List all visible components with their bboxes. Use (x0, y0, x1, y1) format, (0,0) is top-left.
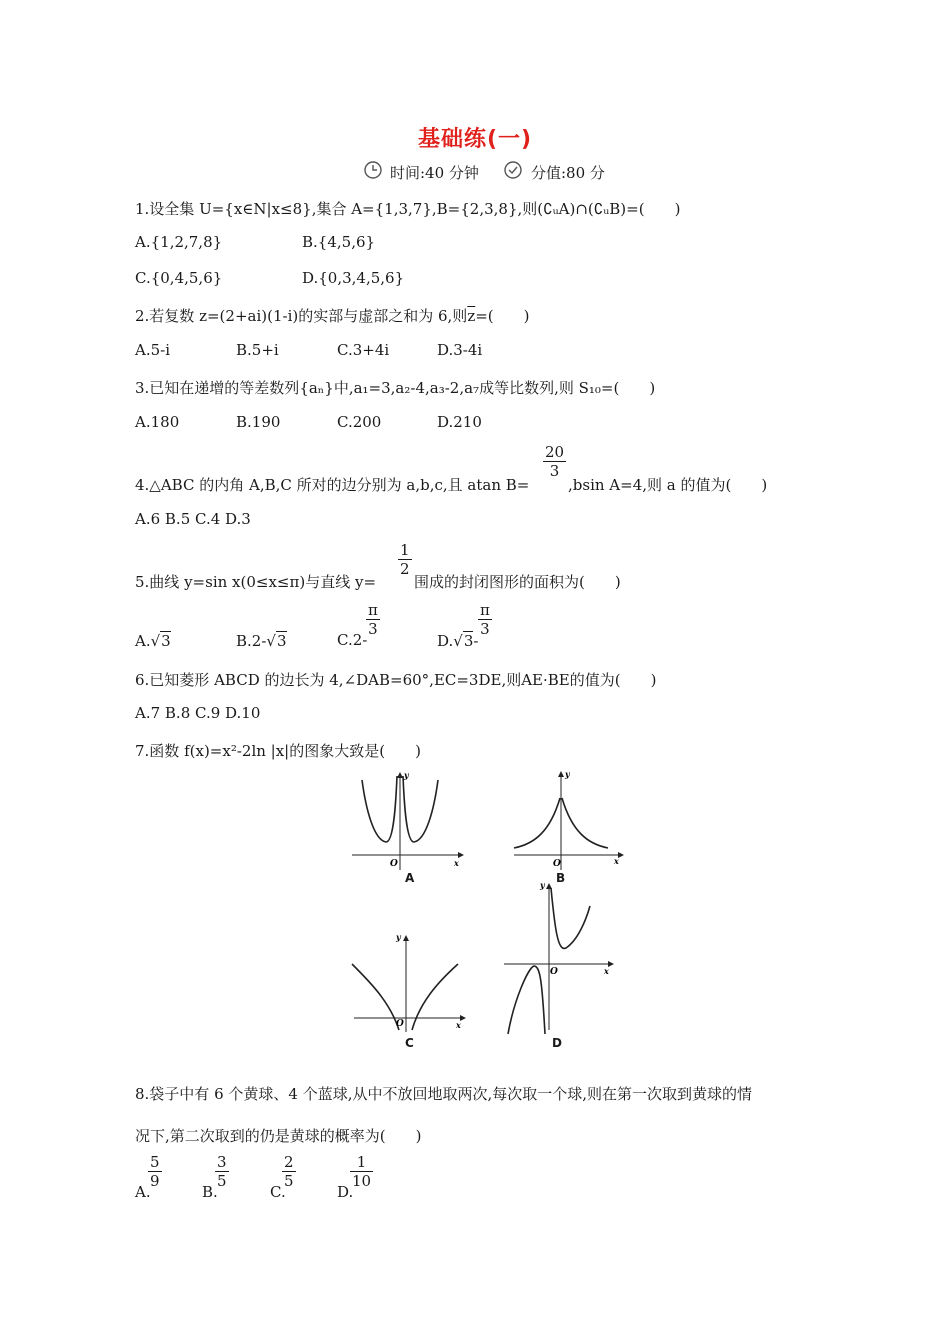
q5-d-radicand: 3 (463, 632, 474, 650)
q5-numerator: 1 (400, 541, 410, 559)
q8-a-denominator: 9 (150, 1172, 160, 1190)
q3-option-b: B.190 (236, 413, 281, 431)
question-4-stem-start: 4.△ABC 的内角 A,B,C 所对的边分别为 a,b,c,且 atan B= (135, 476, 530, 494)
question-4-stem-end: ,bsin A=4,则 a 的值为( ) (568, 476, 768, 494)
question-5-stem-end: 围成的封闭图形的面积为( ) (414, 573, 621, 591)
q1-option-c: C.{0,4,5,6} (135, 269, 223, 287)
q8-option-b-label: B. (202, 1183, 218, 1201)
q1-option-a: A.{1,2,7,8} (135, 233, 223, 251)
graph-b-x-label: x (614, 856, 619, 866)
q8-a-numerator: 5 (150, 1153, 160, 1171)
q8-option-a-fraction (148, 1153, 162, 1190)
graph-a (348, 770, 468, 880)
page-title: 基础练(一) (417, 127, 533, 152)
question-3-stem: 3.已知在递增的等差数列{aₙ}中,a₁=3,a₂-4,a₃-2,a₇成等比数列,则 S₁₀=( ) (135, 379, 656, 397)
q8-option-c-fraction (282, 1153, 296, 1190)
q5-option-c: C.2- (337, 631, 368, 649)
graph-d-x-label: x (604, 966, 609, 976)
q8-c-numerator: 2 (284, 1153, 294, 1171)
graph-a-origin: O (390, 859, 398, 869)
q5-c-numerator: π (368, 601, 378, 619)
q2-option-a: A.5-i (135, 341, 171, 359)
q5-b-radicand: 3 (276, 632, 287, 650)
q2-option-b: B.5+i (236, 341, 279, 359)
q5-fraction (398, 541, 412, 578)
check-circle-icon (504, 161, 522, 179)
q5-c-denominator: 3 (366, 619, 380, 638)
graph-a-caption: A (405, 871, 415, 885)
q8-option-d-fraction (350, 1153, 373, 1190)
q8-option-c-label: C. (270, 1183, 286, 1201)
graph-b-caption: B (556, 871, 566, 885)
q8-d-numerator: 1 (356, 1153, 367, 1171)
q5-option-d: D.√3- (437, 632, 479, 650)
q2-stem-end: =( ) (475, 307, 530, 325)
graph-c-caption: C (405, 1036, 414, 1050)
graph-c-origin: O (396, 1019, 404, 1029)
q5-d-label: D. (437, 632, 454, 650)
score-total: 分值:80 分 (531, 164, 605, 182)
q3-option-a: A.180 (135, 413, 180, 431)
q2-stem-text: 2.若复数 z=(2+ai)(1-i)的实部与虚部之和为 6,则 (135, 307, 468, 325)
q5-d-fraction (478, 601, 492, 638)
q4-fraction (543, 443, 566, 480)
q1-option-d: D.{0,3,4,5,6} (302, 269, 405, 287)
q2-option-d: D.3-4i (437, 341, 483, 359)
graph-c-x-label: x (456, 1020, 461, 1030)
graph-a-y-label: y (404, 770, 409, 780)
q8-b-denominator: 5 (217, 1172, 227, 1190)
z-conjugate: $\overline{z}$ (467, 307, 476, 325)
q4-denominator: 3 (543, 461, 566, 480)
q5-d-denominator: 3 (478, 619, 492, 638)
q5-option-b: B.2-√3 (236, 632, 287, 650)
graph-b (510, 770, 630, 880)
question-8-stem-line-1: 8.袋子中有 6 个黄球、4 个蓝球,从中不放回地取两次,每次取一个球,则在第一次取到黄球的情 (135, 1085, 753, 1103)
q1-option-b: B.{4,5,6} (302, 233, 376, 251)
graph-d (500, 880, 620, 1040)
q6-options: A.7 B.8 C.9 D.10 (135, 704, 261, 722)
question-2-stem (135, 305, 530, 326)
q8-c-denominator: 5 (284, 1172, 294, 1190)
q5-a-radicand: 3 (161, 632, 171, 650)
q4-options: A.6 B.5 C.4 D.3 (135, 510, 251, 528)
q3-option-d: D.210 (437, 413, 482, 431)
q5-d-minus: - (473, 632, 479, 650)
question-5-stem-start: 5.曲线 y=sin x(0≤x≤π)与直线 y= (135, 573, 377, 591)
question-7-stem: 7.函数 f(x)=x²-2ln |x|的图象大致是( ) (135, 742, 421, 760)
q4-numerator: 20 (545, 443, 565, 461)
q8-option-a-label: A. (135, 1183, 151, 1201)
graph-b-origin: O (553, 859, 561, 869)
q5-b-label: B.2- (236, 632, 267, 650)
question-8-stem-line-2: 况下,第二次取到的仍是黄球的概率为( ) (135, 1127, 422, 1145)
graph-c (348, 932, 472, 1036)
q5-d-numerator: π (480, 601, 490, 619)
q5-a-label: A. (135, 632, 151, 650)
q3-option-c: C.200 (337, 413, 382, 431)
time-limit: 时间:40 分钟 (390, 164, 479, 182)
question-6-stem: 6.已知菱形 ABCD 的边长为 4,∠DAB=60°,EC=3DE,则AE·BE的值为( ) (135, 671, 657, 689)
graph-d-caption: D (552, 1036, 562, 1050)
q2-option-c: C.3+4i (337, 341, 390, 359)
clock-icon (364, 161, 382, 179)
q8-option-b-fraction (215, 1153, 229, 1190)
q8-b-numerator: 3 (217, 1153, 227, 1171)
q5-c-fraction (366, 601, 380, 638)
q5-denominator: 2 (400, 560, 410, 578)
graph-b-y-label: y (565, 769, 570, 779)
graph-d-origin: O (550, 967, 558, 977)
q8-option-d-label: D. (337, 1183, 354, 1201)
graph-d-y-label: y (540, 880, 545, 890)
q5-option-a: A.√3 (135, 632, 171, 650)
graph-a-x-label: x (454, 858, 459, 868)
question-1-stem: 1.设全集 U={x∈N|x≤8},集合 A={1,3,7},B={2,3,8},则(∁ᵤA)∩(∁ᵤB)=( ) (135, 200, 681, 218)
graph-c-y-label: y (396, 932, 401, 942)
q8-d-denominator: 10 (352, 1172, 372, 1190)
